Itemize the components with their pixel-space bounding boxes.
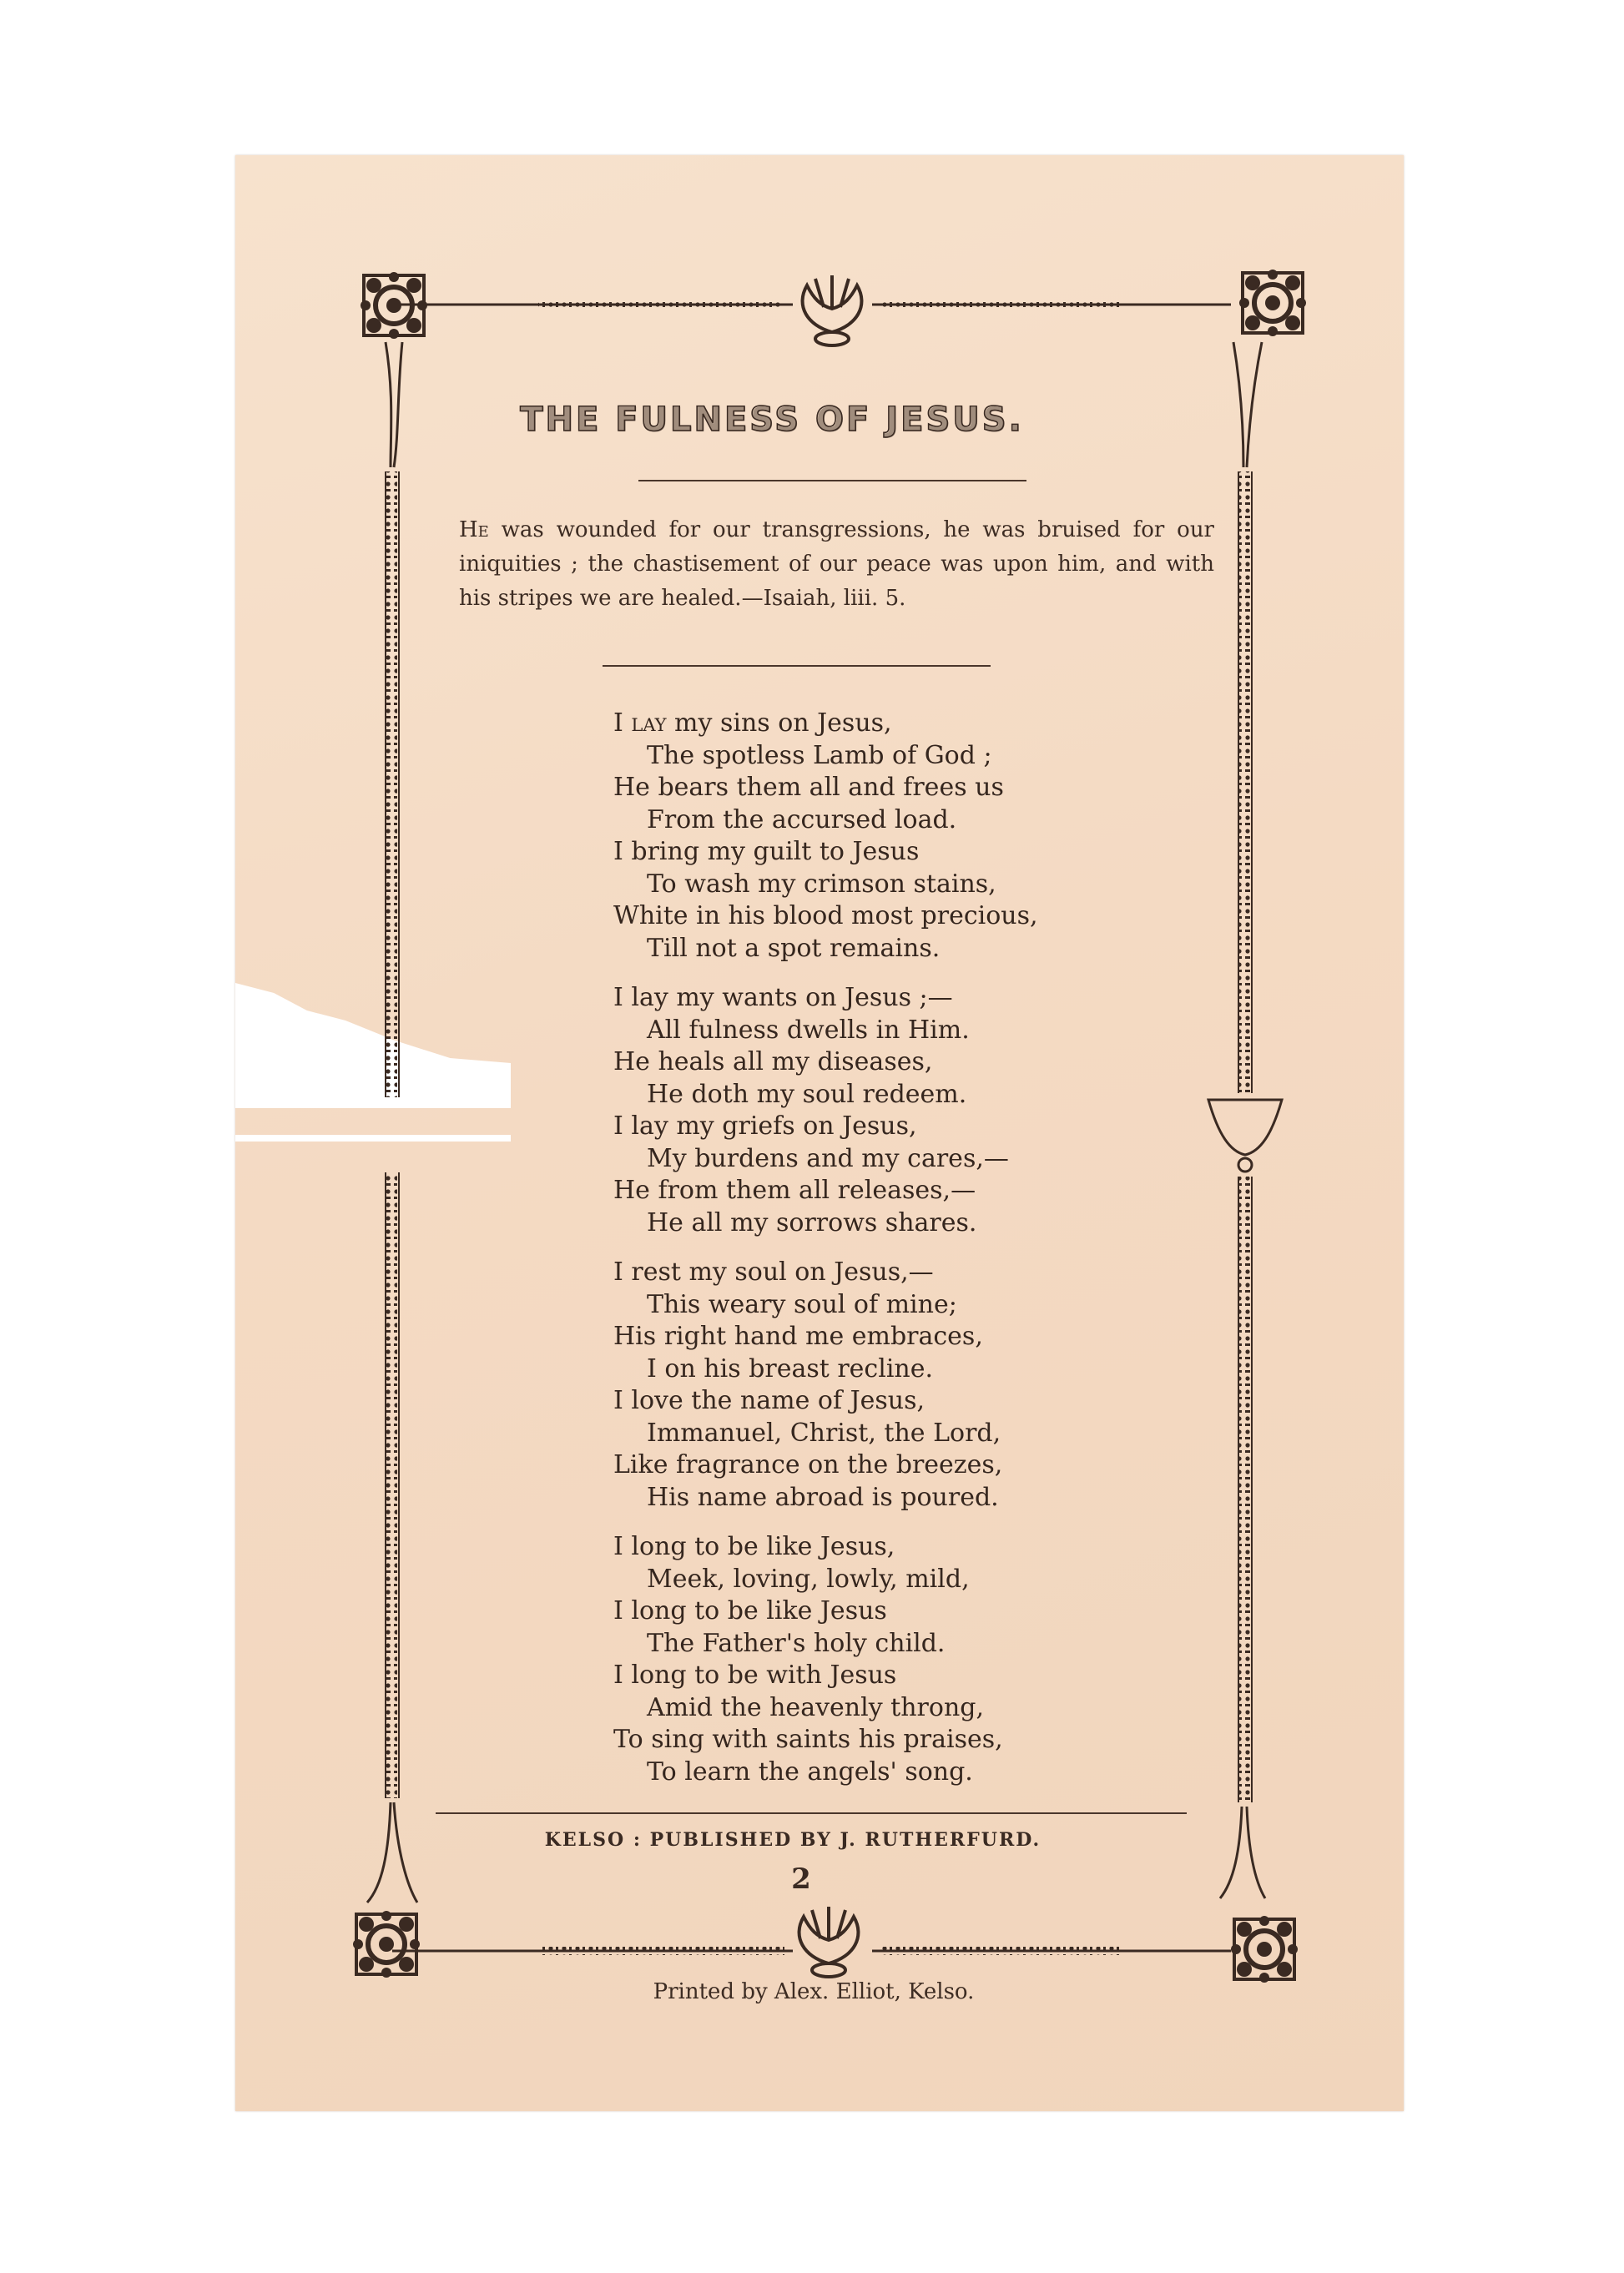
poem — [613, 708, 1131, 1806]
publisher-imprint: KELSO : PUBLISHED BY J. RUTHERFURD. — [544, 1829, 1041, 1851]
footer-rule — [436, 1812, 1187, 1814]
poem-line: Amid the heavenly throng, — [647, 1692, 985, 1722]
poem-line: Till not a spot remains. — [647, 933, 941, 963]
poem-line: My burdens and my cares,— — [647, 1143, 1009, 1173]
poem-line: This weary soul of mine; — [647, 1289, 957, 1319]
right-border — [1208, 342, 1282, 1898]
page-number: 2 — [791, 1862, 811, 1896]
poem-line: The spotless Lamb of God ; — [647, 740, 992, 770]
poem-first-word: I — [613, 708, 632, 738]
epigraph-rule — [603, 665, 991, 667]
poem-line: Like fragrance on the breezes, — [613, 1450, 1003, 1479]
stanza — [613, 708, 1131, 965]
poem-line: I lay my wants on Jesus ;— — [613, 983, 953, 1012]
title-rule — [638, 480, 1026, 481]
poem-first-rest: my sins on Jesus, — [666, 708, 892, 738]
poem-line: I love the name of Jesus, — [613, 1386, 925, 1415]
poem-line: All fulness dwells in Him. — [647, 1015, 970, 1045]
top-border — [361, 270, 1306, 345]
document-title: THE FULNESS OF JESUS. — [520, 401, 1024, 439]
poem-line: I on his breast recline. — [647, 1353, 934, 1383]
poem-line: I long to be like Jesus, — [613, 1532, 895, 1561]
poem-line: He bears them all and frees us — [613, 773, 1004, 802]
printer-imprint: Printed by Alex. Elliot, Kelso. — [653, 1979, 975, 2004]
poem-line: He all my sorrows shares. — [647, 1207, 977, 1237]
poem-line: To sing with saints his praises, — [613, 1725, 1003, 1754]
poem-line: Immanuel, Christ, the Lord, — [647, 1418, 1001, 1448]
stanza — [613, 982, 1131, 1239]
poem-line: He doth my soul redeem. — [647, 1079, 967, 1109]
poem-line: Meek, loving, lowly, mild, — [647, 1564, 970, 1594]
poem-line — [613, 708, 1131, 740]
poem-line: I lay my griefs on Jesus, — [613, 1111, 917, 1141]
poem-line: He from them all releases,— — [613, 1176, 976, 1205]
poem-small-caps: lay — [631, 708, 667, 738]
poem-line: White in his blood most precious, — [613, 901, 1038, 930]
bottom-border — [353, 1907, 1298, 1983]
epigraph — [459, 513, 1214, 616]
stanza — [613, 1257, 1131, 1514]
poem-line: He heals all my diseases, — [613, 1047, 933, 1076]
poem-line: The Father's holy child. — [647, 1628, 946, 1658]
poem-line: His right hand me embraces, — [613, 1322, 983, 1351]
left-border — [367, 342, 417, 1903]
poem-line: I bring my guilt to Jesus — [613, 837, 920, 866]
epigraph-text: was wounded for our transgressions, he was bruised for our iniquities ; the chastisement of our peace was upon him, and with his stripes we are healed.—Isaiah, liii. 5. — [459, 517, 1214, 611]
poem-line: To learn the angels' song. — [647, 1756, 973, 1787]
epigraph-lead: He — [459, 517, 489, 542]
stanza — [613, 1531, 1131, 1788]
poem-line: To wash my crimson stains, — [647, 869, 996, 899]
poem-line: I long to be with Jesus — [613, 1661, 897, 1690]
poem-line: I long to be like Jesus — [613, 1596, 887, 1625]
poem-line: I rest my soul on Jesus,— — [613, 1257, 934, 1287]
poem-line: His name abroad is poured. — [647, 1482, 999, 1512]
poem-line: From the accursed load. — [647, 804, 957, 834]
